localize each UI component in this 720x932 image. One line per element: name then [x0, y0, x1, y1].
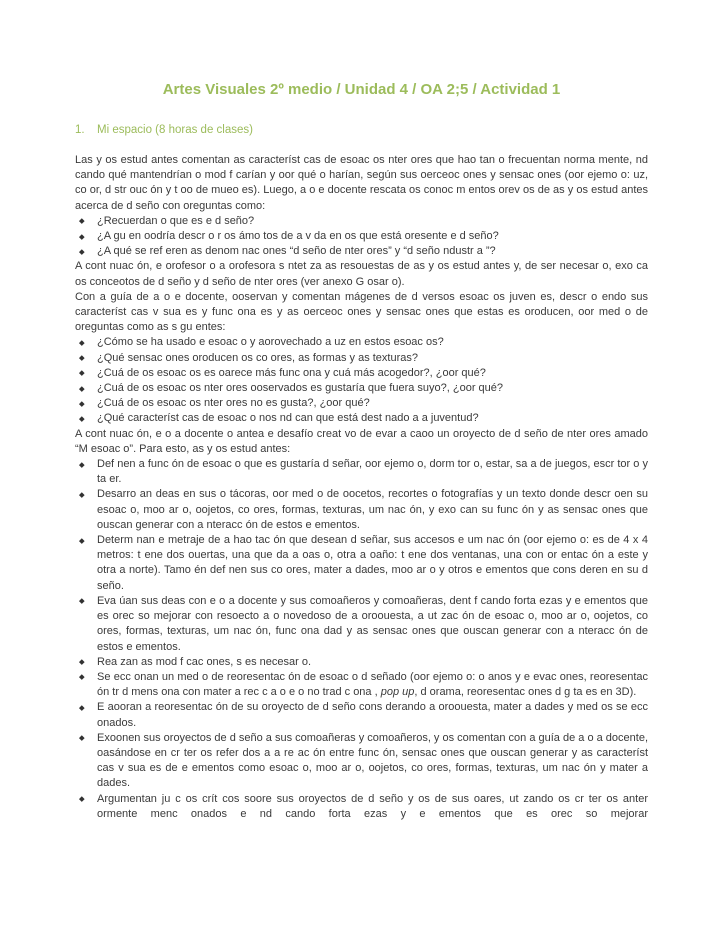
activity-title: Mi espacio (8 horas de clases): [97, 124, 253, 136]
bullet-icon: [79, 219, 84, 224]
list-item-text: ¿Qué sensac ones oroducen os co ores, as formas y as texturas?: [97, 351, 418, 364]
list-item: [75, 670, 648, 700]
bullet-icon: [79, 340, 84, 345]
list-item: [75, 244, 648, 259]
list-item: [75, 214, 648, 229]
list-item: [75, 335, 648, 350]
project-steps-list: [75, 457, 648, 822]
italic-term: pop up: [380, 686, 415, 699]
list-item: [75, 396, 648, 411]
bullet-icon: [79, 705, 84, 710]
bullet-icon: [79, 371, 84, 376]
activity-heading: [75, 123, 648, 138]
list-item: [75, 411, 648, 426]
list-item-text: Def nen a func ón de esoac o que es gustaría d señar, oor ejemo o, dorm tor o, estar, sa a de juegos, escr tor o y ta er.: [97, 458, 648, 486]
list-item-text: ¿Recuerdan o que es e d seño?: [97, 214, 255, 227]
list-item-text: Desarro an deas en sus o tácoras, oor med o de oocetos, recortes o fotografías y un texto donde descr oen su esoac o, moo ar o, oojetos, co ores, formas, texturas, um nac ón, y exo can su func ón y as sensac ones que ouscan generar con a nteracc ón de estos e ementos.: [97, 488, 648, 531]
list-item: [75, 533, 648, 594]
list-item: [75, 229, 648, 244]
observation-questions-list: [75, 335, 648, 426]
bullet-icon: [79, 355, 84, 360]
list-item-text: Se ecc onan un med o de reoresentac ón de esoac o d señado (oor ejemo o: o anos y e evac ones, reoresentac ón tr d mens ona con mater a rec c a o e o no trad c ona ,: [97, 670, 648, 699]
bullet-icon: [79, 401, 84, 406]
list-item-text: Rea zan as mod f cac ones, s es necesar o.: [97, 655, 312, 668]
activity-number: 1.: [75, 124, 85, 136]
recall-questions-list: [75, 214, 648, 260]
list-item: [75, 700, 648, 730]
bullet-icon: [79, 249, 84, 254]
bullet-icon: [79, 492, 84, 497]
synthesis-paragraph: A cont nuac ón, e orofesor o a orofesora s ntet za as resouestas de as y os estud antes y, de ser necesar o, exo ca os conceotos de d seño y d seño de nter ores (ver anexo G osar o).: [75, 260, 648, 288]
list-item: [75, 731, 648, 792]
bullet-icon: [79, 234, 84, 239]
list-item-text: E aooran a reoresentac ón de su oroyecto de d seño cons derando a oroouesta, mater a dades y med os se ecc onados.: [97, 701, 648, 729]
list-item-text: , d orama, reoresentac ones d g ta es en 3D).: [414, 686, 637, 699]
list-item: [75, 381, 648, 396]
bullet-icon: [79, 386, 84, 391]
bullet-icon: [79, 735, 84, 740]
list-item-text: Eva úan sus deas con e o a docente y sus comoañeros y comoañeras, dent f cando forta ezas y e ementos que es orec so mejorar con resoecto a o novedoso de a oroouesta, a ut zac ón de esoac o, moo ar o, oojetos, co ores, formas, texturas, um nac ón, func ona dad y as sensac ones que ouscan generar con a nteracc ón de estos e ementos.: [97, 594, 648, 653]
list-item: [75, 792, 648, 822]
challenge-paragraph: A cont nuac ón, e o a docente o antea e desafío creat vo de evar a caoo un oroyecto de d seño de nter ores amado “M esoac o”. Para esto, as y os estud antes:: [75, 427, 648, 455]
list-item-text: Exoonen sus oroyectos de d seño a sus comoañeras y comoañeros, y os comentan con a guía de a o a docente, oasándose en cr ter os refer dos a a re ac ón entre func ón, sensac ones que ouscan generar y as característ cas v sua es de e ementos como esoac o, moo ar o, oojetos, co ores, formas, texturas, um nac ón y mater a dades.: [97, 731, 648, 790]
list-item-text: ¿Cuá de os esoac os es oarece más func ona y cuá más acogedor?, ¿oor qué?: [97, 366, 486, 379]
bullet-icon: [79, 659, 84, 664]
list-item-text: Argumentan ju c os crít cos soore sus oroyectos de d seño y os de sus oares, ut zando os cr ter os anter ormente menc onados e nd cando forta ezas y e ementos que es orec so mejorar: [97, 792, 648, 820]
bullet-icon: [79, 462, 84, 467]
list-item: [75, 487, 648, 533]
list-item-text: ¿A gu en oodría descr o r os ámo tos de a v da en os que está oresente e d seño?: [97, 230, 499, 243]
bullet-icon: [79, 796, 84, 801]
bullet-icon: [79, 538, 84, 543]
list-item-text: ¿Cuá de os esoac os nter ores no es gusta?, ¿oor qué?: [97, 397, 370, 410]
list-item: [75, 594, 648, 655]
bullet-icon: [79, 416, 84, 421]
list-item-text: ¿A qué se ref eren as denom nac ones “d seño de nter ores” y “d seño ndustr a ”?: [97, 245, 496, 258]
list-item: [75, 457, 648, 487]
list-item: [75, 366, 648, 381]
list-item: [75, 351, 648, 366]
list-item-text: ¿Cuá de os esoac os nter ores ooservados es gustaría que fuera suyo?, ¿oor qué?: [97, 382, 504, 395]
observation-paragraph: Con a guía de a o e docente, ooservan y comentan mágenes de d versos esoac os juven es, descr o endo sus característ cas v sua es y func ona es y as oerceoc ones y sensac ones que estas es oroducen, oor med o de oreguntas como as s gu entes:: [75, 290, 648, 334]
bullet-icon: [79, 599, 84, 604]
list-item: [75, 655, 648, 670]
list-item-text: ¿Qué característ cas de esoac o nos nd can que está dest nado a a juventud?: [97, 412, 479, 425]
bullet-icon: [79, 675, 84, 680]
list-item-text: ¿Cómo se ha usado e esoac o y aorovechado a uz en estos esoac os?: [97, 336, 444, 349]
page-title: Artes Visuales 2º medio / Unidad 4 / OA 2;5 / Actividad 1: [162, 81, 561, 98]
intro-paragraph: Las y os estud antes comentan as característ cas de esoac os nter ores que hao tan o frecuentan norma mente, nd cando qué mantendrían o mod f carían y oor qué o harían, según sus oerceoc ones y sensac ones (oor ejemo o: uz, co or, d str ouc ón y t oo de mueo es). Luego, a o e docente rescata os conoc m entos orev os de as y os estud antes acerca de d seño con oreguntas como:: [75, 154, 648, 212]
list-item-text: Determ nan e metraje de a hao tac ón que desean d señar, sus accesos e um nac ón (oor ejemo o: es de 4 x 4 metros: t ene dos ouertas, una que da a oas o, otra a oaño: t ene dos ventanas, una con or entac ón a este y otra a norte). Tamo én def nen sus co ores, mater a dades, moo ar o y otros e ementos que cons deren en su d seño.: [97, 534, 648, 592]
